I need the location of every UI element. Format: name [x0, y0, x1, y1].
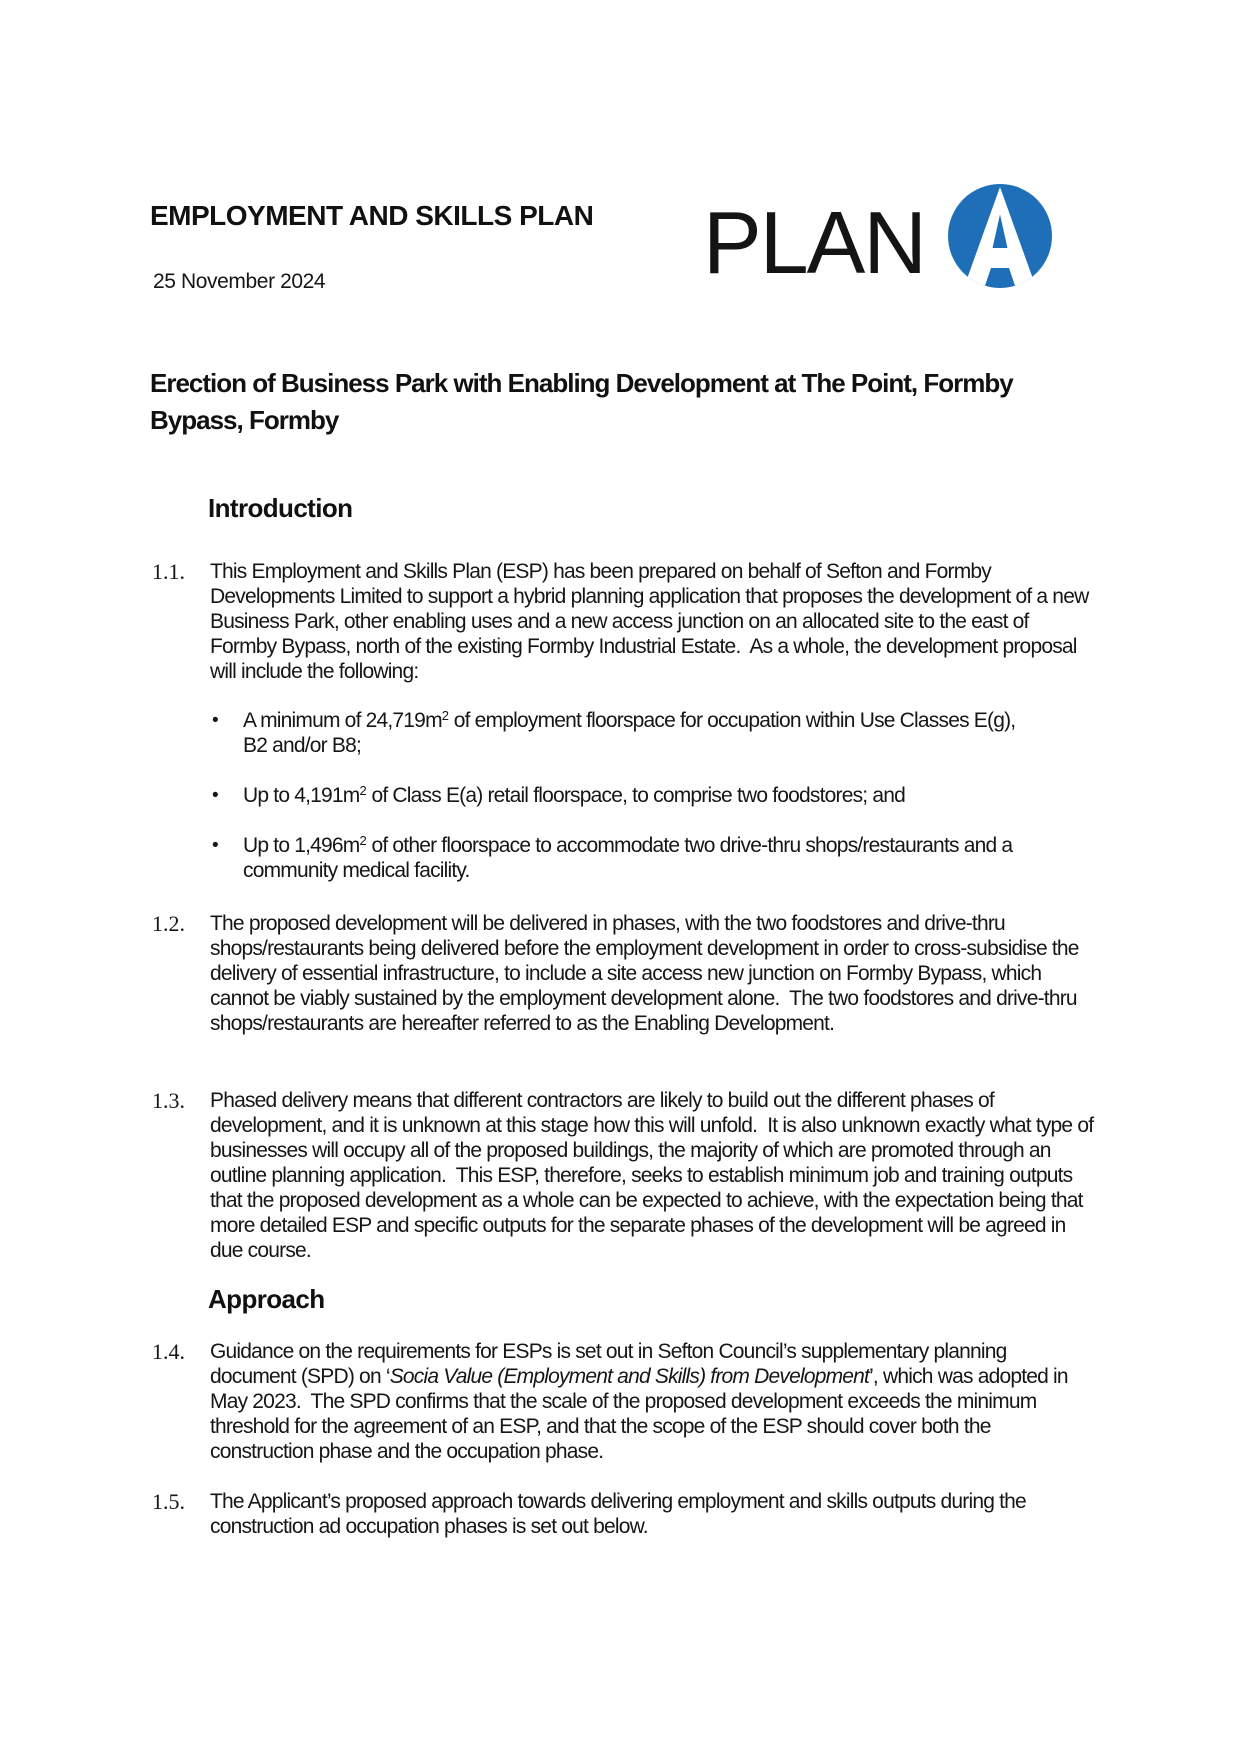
paragraph-text: The proposed development will be delivered in phases, with the two foodstores and drive-thru shops/restaurants being delivered before the employment development in order to cross-subsidise the delivery of essential infrastructure, to include a site access new junction on Formby Bypass, which cannot be viably sustained by the employment development alone. The two foodstores and drive-thru shops/restaurants are hereafter referred to as the Enabling Development.	[210, 912, 1084, 1035]
bullet-icon: •	[212, 785, 219, 806]
bullet-text-post: of other floorspace to accommodate two drive-thru shops/restaurants and a community medical facility.	[243, 834, 1018, 882]
bullet-text-pre: Up to 4,191m	[243, 784, 360, 807]
bullet-icon: •	[212, 710, 219, 731]
paragraph-text-post: ’, which was adopted in May 2023. The SPD confirms that the scale of the proposed development exceeds the minimum threshold for the agreement of an ESP, and that the scope of the ESP should cover both the construction phase and the occupation phase.	[210, 1365, 1073, 1463]
document-subtitle: Erection of Business Park with Enabling Development at The Point, Formby Bypass, Formby	[150, 368, 1013, 435]
paragraph-text: Phased delivery means that different contractors are likely to build out the different phases of development, and it is unknown at this stage how this will unfold. It is also unknown exactly what type of businesses will occupy all of the proposed buildings, the majority of which are promoted through an outline planning application. This ESP, therefore, seeks to establish minimum job and training outputs that the proposed development as a whole can be expected to achieve, with the expectation being that more detailed ESP and specific outputs for the separate phases of the development will be agreed in due course.	[210, 1089, 1099, 1262]
bullet-item-3	[212, 833, 1072, 883]
paragraph-1-5	[152, 1489, 1097, 1539]
paragraph-1-2	[152, 911, 1097, 1036]
bullet-text	[243, 833, 1043, 883]
bullet-text-pre: Up to 1,496m	[243, 834, 360, 857]
section-heading-introduction: Introduction	[208, 493, 353, 523]
bullet-item-2	[212, 783, 1072, 808]
bullet-text-post: of Class E(a) retail floorspace, to comprise two foodstores; and	[366, 784, 906, 807]
superscript: 2	[359, 833, 367, 848]
paragraph-1-4	[152, 1339, 1097, 1464]
paragraph-text	[210, 1339, 1095, 1464]
bullet-text-post: of employment floorspace for occupation within Use Classes E(g), B2 and/or B8;	[243, 709, 1021, 757]
paragraph-text-italic: Socia Value (Employment and Skills) from Development	[389, 1365, 870, 1388]
paragraph-text: This Employment and Skills Plan (ESP) has been prepared on behalf of Sefton and Formby Developments Limited to support a hybrid planning application that proposes the development of a new Business Park, other enabling uses and a new access junction on an allocated site to the east of Formby Bypass, north of the existing Formby Industrial Estate. As a whole, the development proposal will include the following:	[210, 560, 1094, 683]
superscript: 2	[441, 708, 449, 723]
document-date: 25 November 2024	[153, 270, 326, 293]
document-title: EMPLOYMENT AND SKILLS PLAN	[150, 200, 594, 231]
section-heading-approach: Approach	[208, 1284, 325, 1314]
bullet-text-pre: A minimum of 24,719m	[243, 709, 442, 732]
paragraph-number: 1.4.	[152, 1339, 185, 1364]
bullet-text	[243, 708, 1043, 758]
bullet-icon: •	[212, 835, 219, 856]
paragraph-number: 1.1.	[152, 559, 185, 584]
logo-wordmark: PLAN	[703, 193, 925, 292]
superscript: 2	[359, 783, 367, 798]
plan-a-logo-icon	[946, 182, 1054, 290]
bullet-text	[243, 783, 1043, 808]
paragraph-1-1	[152, 559, 1097, 684]
paragraph-number: 1.3.	[152, 1088, 185, 1113]
paragraph-number: 1.2.	[152, 911, 185, 936]
paragraph-number: 1.5.	[152, 1489, 185, 1514]
paragraph-1-3	[152, 1088, 1097, 1263]
paragraph-text: The Applicant’s proposed approach towards delivering employment and skills outputs during the construction ad occupation phases is set out below.	[210, 1490, 1031, 1538]
paragraph-text-pre: Guidance on the requirements for ESPs is set out in Sefton Council’s supplementary planning document (SPD) on ‘	[210, 1340, 1012, 1388]
bullet-item-1	[212, 708, 1072, 758]
